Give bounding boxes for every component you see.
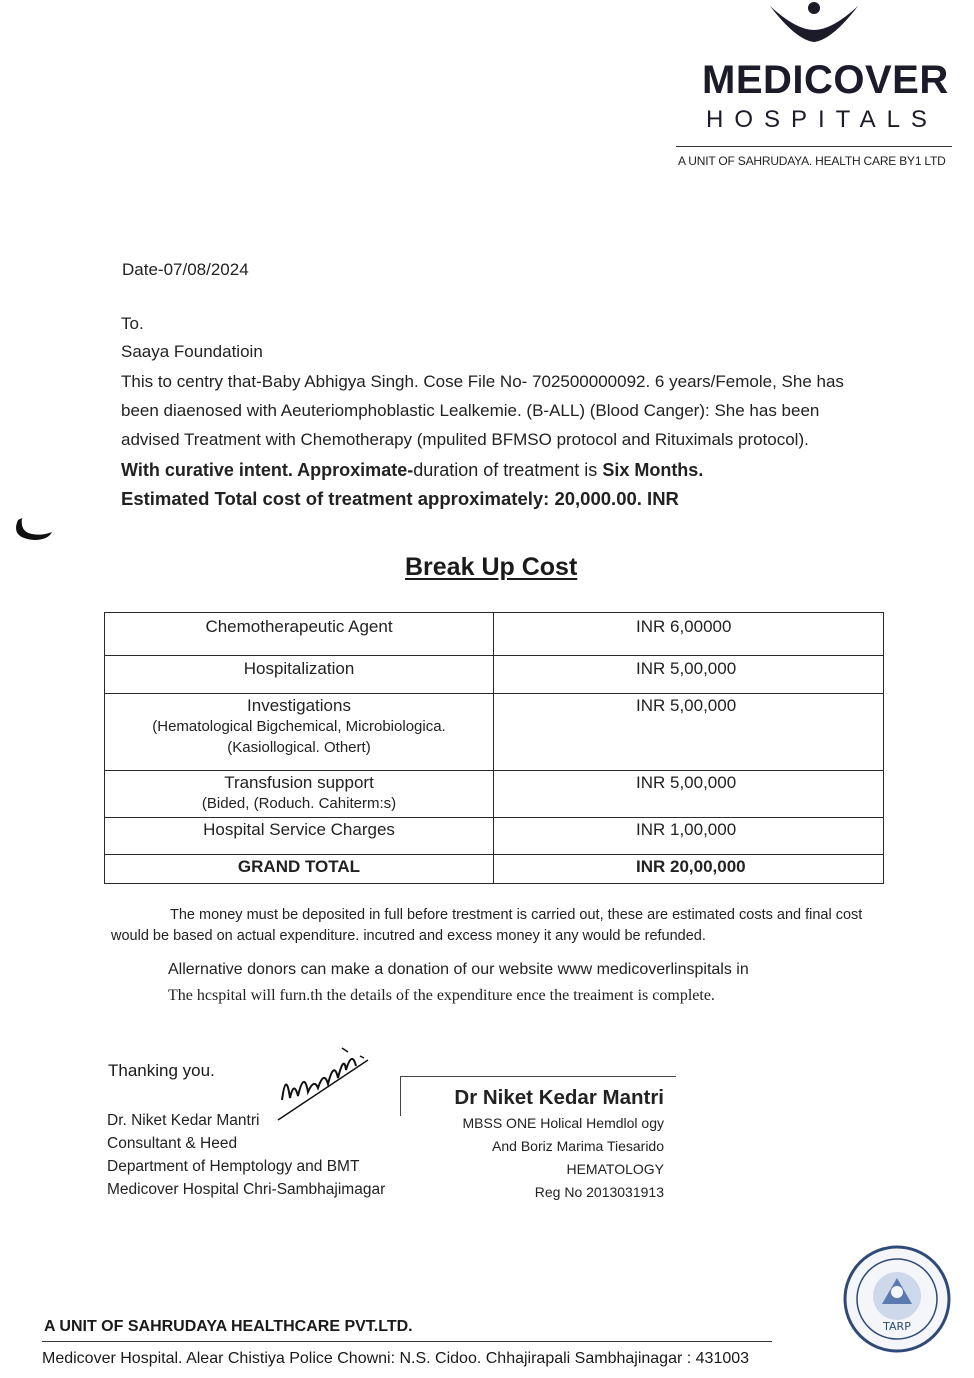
accreditation-seal-icon <box>842 1244 952 1354</box>
brand-name: MEDICOVER <box>702 58 949 102</box>
breakup-cost-table <box>104 612 884 884</box>
handwritten-signature <box>268 1040 378 1130</box>
duration-value: Six Months. <box>602 460 704 480</box>
grand-total-row <box>105 855 884 884</box>
cost-amount: INR 5,00,000 <box>494 656 884 694</box>
signatory-hospital: Medicover Hospital Chri-Sambhajimagar <box>107 1181 386 1198</box>
letter-date: Date-07/08/2024 <box>122 260 249 279</box>
closing-text: Thanking you. <box>108 1061 215 1080</box>
treatment-duration-line <box>121 456 703 485</box>
brand-subtitle: HOSPITALS <box>706 106 938 133</box>
footer-divider <box>42 1341 772 1342</box>
duration-text: duration of treatment is <box>413 460 603 480</box>
cost-item: Transfusion support <box>224 773 374 792</box>
deposit-note-cont: would be based on actual expenditure. incutred and excess money it any would be refunded. <box>111 928 706 944</box>
brand-unit-line: A UNIT OF SAHRUDAYA. HEALTH CARE BY1 LTD <box>678 154 946 168</box>
stamp-doctor-name: Dr Niket Kedar Mantri <box>454 1086 664 1109</box>
cost-item-cell <box>105 771 494 818</box>
cost-item-detail: (Kasiollogical. Othert) <box>227 739 371 756</box>
grand-total-label: GRAND TOTAL <box>105 855 494 884</box>
breakup-title: Break Up Cost <box>405 553 578 581</box>
cost-item: Chemotherapeutic Agent <box>105 613 494 656</box>
expenditure-note: The hcspital will furn.th the details of the expenditure ence the treaiment is complete. <box>168 987 715 1004</box>
stamp-speciality: HEMATOLOGY <box>566 1161 664 1177</box>
table-row <box>105 694 884 771</box>
curative-intent-text: With curative intent. Approximate- <box>121 460 414 480</box>
table-row <box>105 613 884 656</box>
table-row <box>105 771 884 818</box>
paragraph-line: This to centry that-Baby Abhigya Singh. Cose File No- 702500000092. 6 years/Femole, She has <box>121 372 844 391</box>
grand-total-amount: INR 20,00,000 <box>494 855 884 884</box>
cost-item-detail: (Hematological Bigchemical, Microbiologica. <box>152 718 446 735</box>
cost-amount: INR 5,00,000 <box>494 771 884 818</box>
signatory-department: Department of Hemptology and BMT <box>107 1158 360 1175</box>
paragraph-line: advised Treatment with Chemotherapy (mpulited BFMSO protocol and Rituximals protocol). <box>121 430 809 449</box>
cost-amount: INR 1,00,000 <box>494 818 884 855</box>
estimated-total-cost: Estimated Total cost of treatment approximately: 20,000.00. INR <box>121 488 679 509</box>
seal-text: TARP <box>883 1320 911 1333</box>
footer-address: Medicover Hospital. Alear Chistiya Police Chowni: N.S. Cidoo. Chhajirapali Sambhajinagar : 431003 <box>42 1350 750 1367</box>
cost-item: Investigations <box>247 696 351 715</box>
table-row <box>105 656 884 694</box>
deposit-note: The money must be deposited in full before trestment is carried out, these are estimated costs and final cost <box>170 907 863 923</box>
paragraph-line: been diaenosed with Aeuteriomphoblastic Lealkemie. (B-ALL) (Blood Canger): She has been <box>121 401 820 420</box>
stamp-top-rule <box>400 1076 676 1077</box>
signatory-name: Dr. Niket Kedar Mantri <box>107 1112 260 1129</box>
stamp-registration: Reg No 2013031913 <box>534 1184 664 1200</box>
stamp-degree: And Boriz Marima Tiesarido <box>492 1138 664 1154</box>
letter-addressee: Saaya Foundatioin <box>121 342 263 361</box>
medicover-logo-icon <box>766 0 862 50</box>
cost-amount: INR 6,00000 <box>494 613 884 656</box>
donation-note: Allernative donors can make a donation of our website www medicoverlinspitals in <box>168 961 749 978</box>
cost-item-cell <box>105 694 494 771</box>
cost-item: Hospitalization <box>105 656 494 694</box>
header-divider <box>676 146 952 147</box>
scan-artifact-icon <box>12 514 54 544</box>
footer-unit: A UNIT OF SAHRUDAYA HEALTHCARE PVT.LTD. <box>44 1318 413 1335</box>
cost-item: Hospital Service Charges <box>105 818 494 855</box>
cost-amount: INR 5,00,000 <box>494 694 884 771</box>
cost-item-detail: (Bided, (Roduch. Cahiterm:s) <box>201 795 397 812</box>
letter-paragraph <box>121 367 881 454</box>
stamp-side-rule <box>400 1076 401 1116</box>
table-row <box>105 818 884 855</box>
letter-to: To. <box>121 314 144 333</box>
stamp-degree: MBSS ONE Holical Hemdlol ogy <box>462 1115 664 1131</box>
signatory-role: Consultant & Heed <box>107 1135 238 1152</box>
